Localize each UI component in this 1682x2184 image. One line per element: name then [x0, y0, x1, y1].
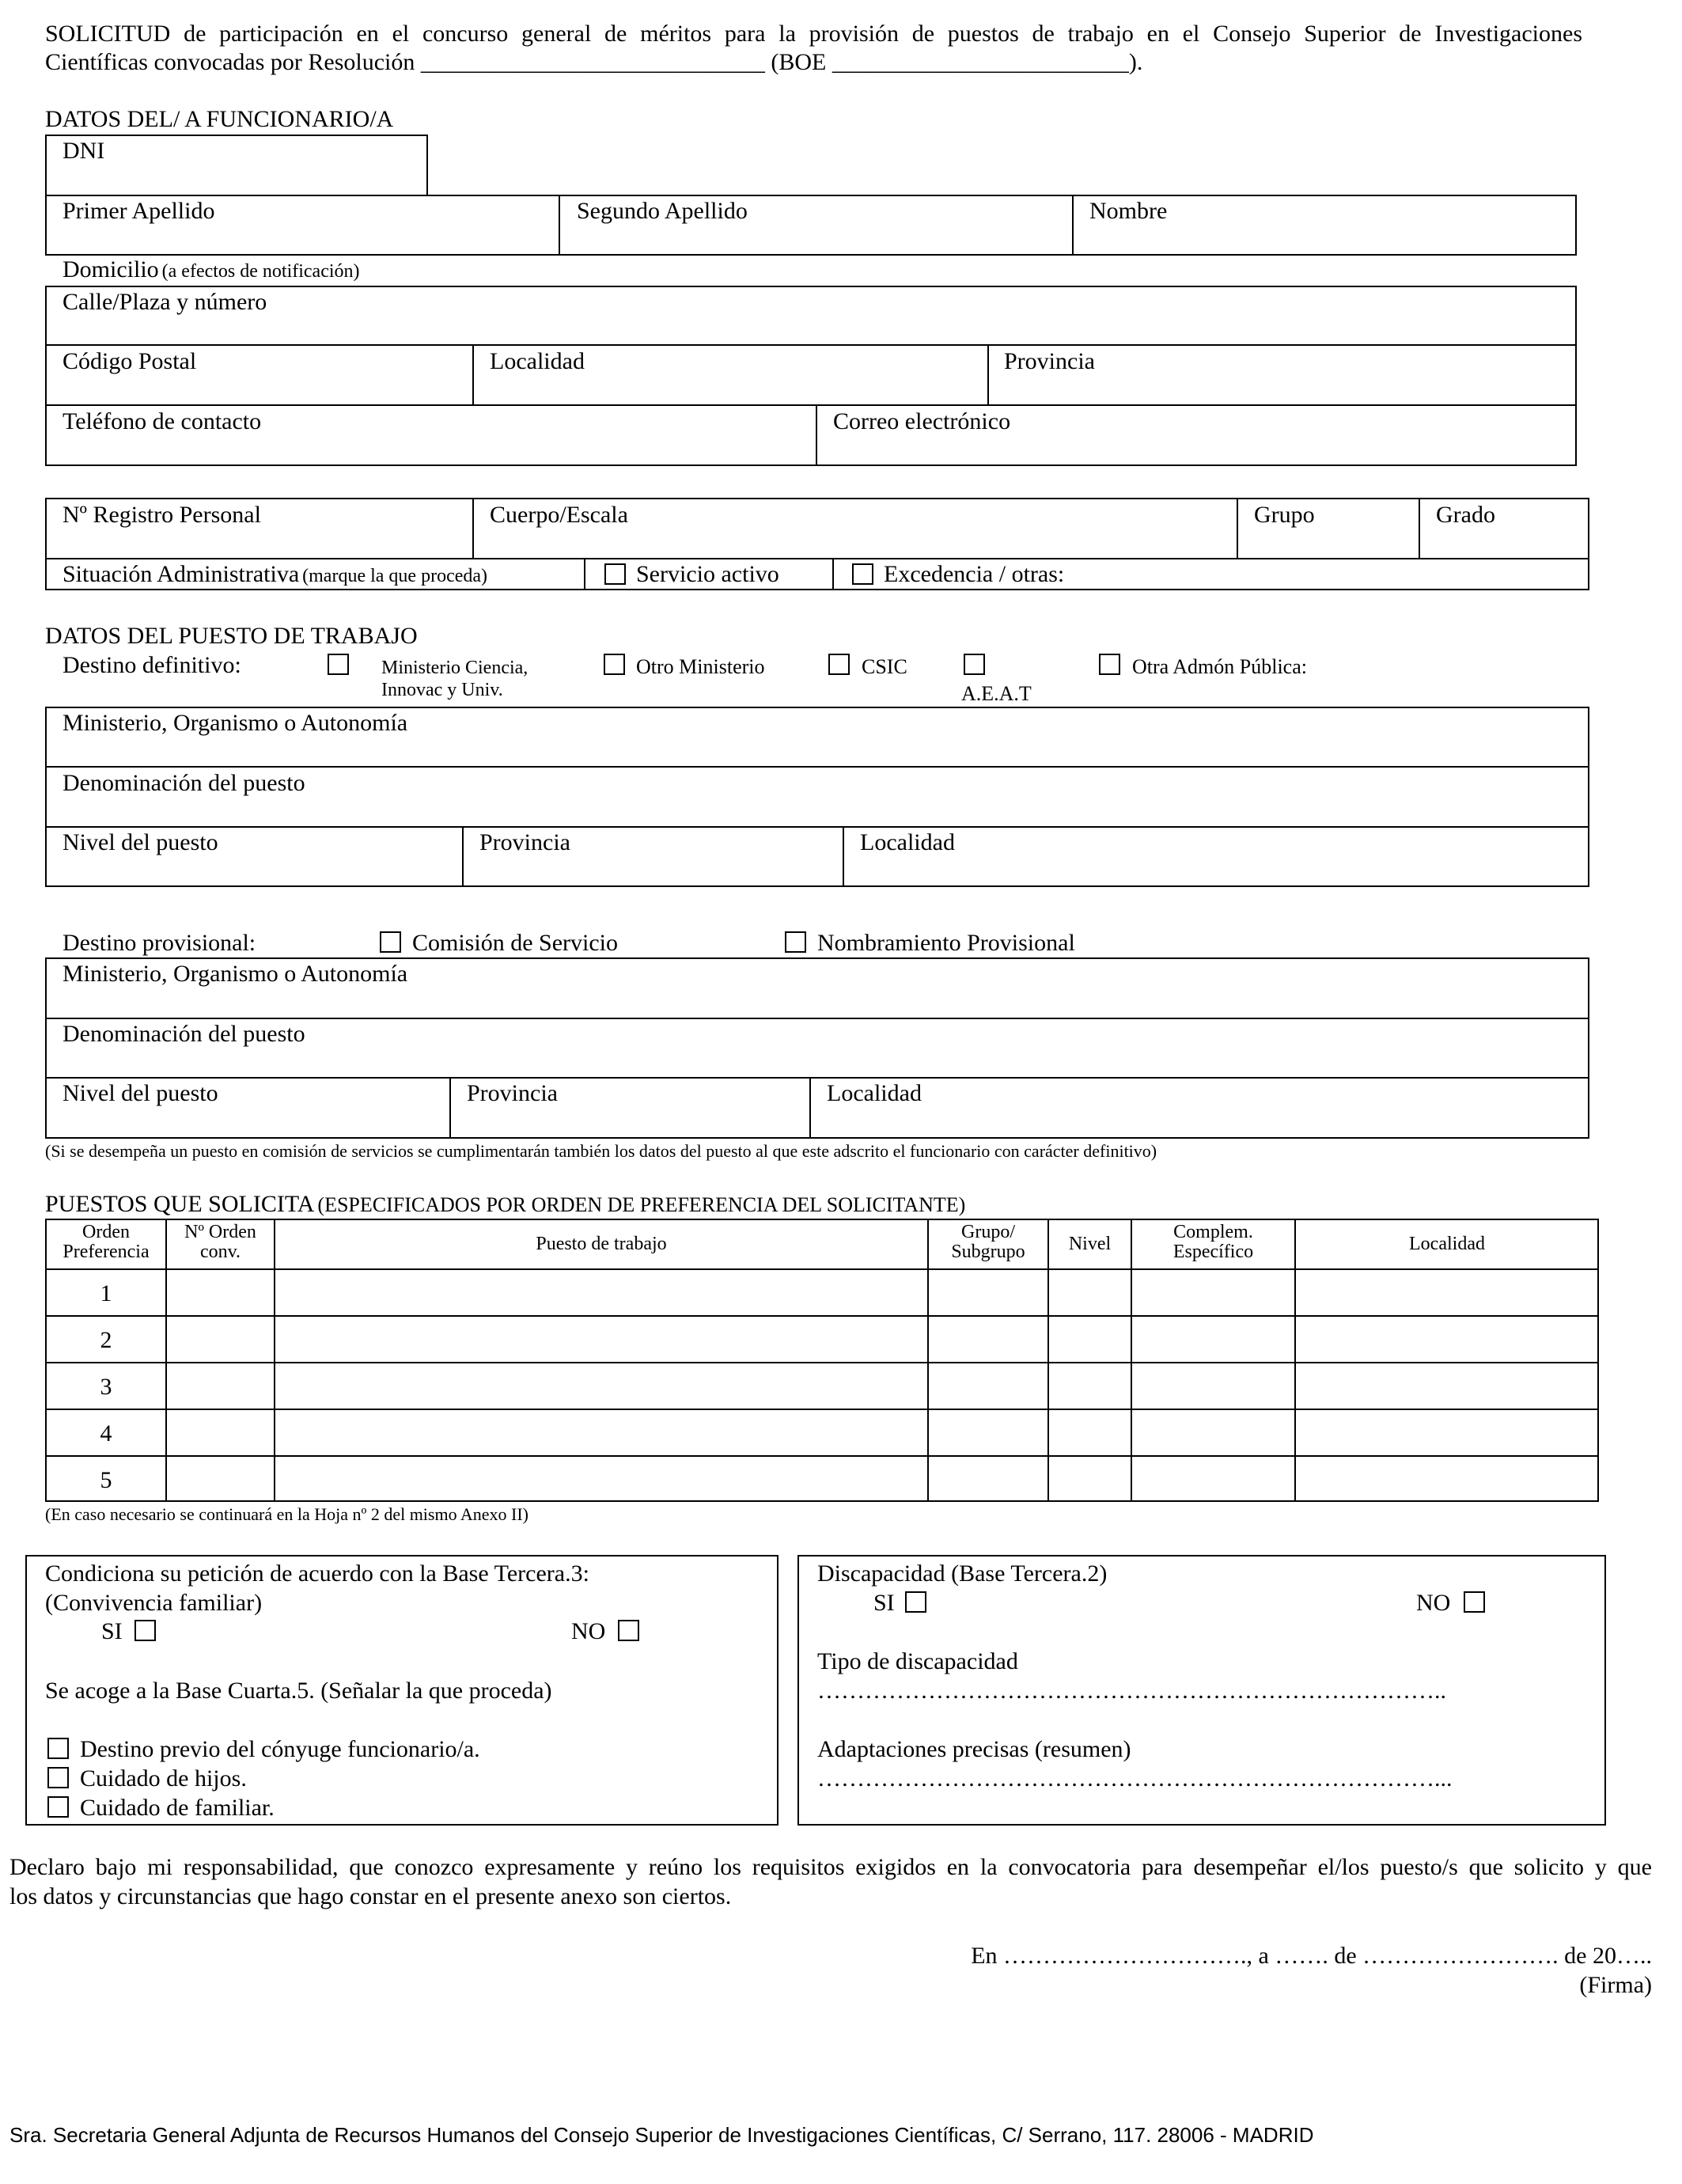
conyuge-label: Destino previo del cónyuge funcionario/a. — [80, 1736, 480, 1762]
discapacidad-no-checkbox[interactable] — [1464, 1591, 1485, 1613]
col-nivel-header: Nivel — [1068, 1234, 1112, 1254]
nombramiento-checkbox[interactable] — [785, 931, 806, 953]
intro-line-2: Científicas convocadas por Resolución _____________________________ (BOE _________________________). — [45, 49, 1143, 75]
footer-address: Sra. Secretaria General Adjunta de Recursos Humanos del Consejo Superior de Investigaciones Científicas, C/ Serrano, 117. 28006 - MADRID — [9, 2123, 1314, 2147]
tipo-discapacidad-label: Tipo de discapacidad — [817, 1648, 1018, 1674]
table-row-4-orden: 4 — [100, 1420, 112, 1447]
prov-denominacion-label: Denominación del puesto — [63, 1021, 305, 1047]
col-norden-line-1: Nº Orden — [184, 1222, 256, 1242]
condiciona-no-checkbox[interactable] — [618, 1620, 639, 1641]
lugar-fecha[interactable]: En …………………………., a ……. de ……………………. de 20….. — [971, 1943, 1652, 1969]
discapacidad-no-label: NO — [1416, 1590, 1451, 1616]
destino-provisional-label: Destino provisional: — [63, 930, 256, 956]
condiciona-si-label: SI — [101, 1618, 123, 1644]
solicita-table — [45, 1219, 1599, 1502]
destino-definitivo-label: Destino definitivo: — [63, 652, 241, 678]
familiar-label: Cuidado de familiar. — [80, 1795, 275, 1821]
col-localidad-header: Localidad — [1409, 1234, 1485, 1254]
telefono-label: Teléfono de contacto — [63, 408, 262, 434]
domicilio-note: (a efectos de notificación) — [161, 261, 360, 282]
calle-label: Calle/Plaza y número — [63, 289, 267, 315]
segundo-apellido-label: Segundo Apellido — [577, 198, 748, 224]
col-complem-line-1: Complem. — [1173, 1222, 1253, 1242]
condiciona-line-2: (Convivencia familiar) — [45, 1590, 263, 1616]
discapacidad-si-label: SI — [873, 1590, 895, 1616]
col-orden-line-2: Preferencia — [63, 1242, 150, 1263]
discapacidad-title: Discapacidad (Base Tercera.2) — [817, 1560, 1108, 1587]
aeat-label: A.E.A.T — [961, 682, 1032, 705]
grupo-label: Grupo — [1254, 502, 1315, 528]
puesto-heading: DATOS DEL PUESTO DE TRABAJO — [45, 623, 418, 649]
solicita-title-note: (ESPECIFICADOS POR ORDEN DE PREFERENCIA DEL SOLICITANTE) — [317, 1193, 966, 1216]
excedencia-checkbox[interactable] — [852, 563, 873, 585]
otra-admon-label: Otra Admón Pública: — [1132, 655, 1307, 678]
table-row-1-orden: 1 — [100, 1280, 112, 1306]
intro-line-1: SOLICITUD de participación en el concurso general de méritos para la provisión de puestos de trabajo en el Consejo Superior de Investigaciones — [45, 21, 1582, 47]
address-block — [45, 286, 1577, 466]
grado-label: Grado — [1436, 502, 1495, 528]
hijos-checkbox[interactable] — [47, 1767, 69, 1788]
table-row-3-orden: 3 — [100, 1374, 112, 1400]
adaptaciones-label: Adaptaciones precisas (resumen) — [817, 1736, 1131, 1762]
tipo-discapacidad-field[interactable]: …………………………………………………………………….. — [817, 1678, 1446, 1704]
def-denominacion-label: Denominación del puesto — [63, 770, 305, 796]
situacion-note: (marque la que proceda) — [302, 566, 488, 586]
def-nivel-label: Nivel del puesto — [63, 829, 218, 855]
funcionario-heading: DATOS DEL/ A FUNCIONARIO/A — [45, 106, 394, 132]
excedencia-label: Excedencia / otras: — [884, 561, 1065, 587]
col-grupo-line-2: Subgrupo — [951, 1242, 1025, 1263]
col-grupo-line-1: Grupo/ — [961, 1222, 1015, 1242]
prov-provincia-label: Provincia — [467, 1080, 558, 1106]
col-complem-header — [1132, 1223, 1294, 1262]
names-row — [45, 195, 1577, 256]
cuerpo-label: Cuerpo/Escala — [490, 502, 628, 528]
comision-checkbox[interactable] — [380, 931, 401, 953]
otra-admon-checkbox[interactable] — [1099, 654, 1120, 675]
col-puesto-header: Puesto de trabajo — [536, 1234, 667, 1254]
conyuge-checkbox[interactable] — [47, 1738, 69, 1759]
otro-ministerio-label: Otro Ministerio — [636, 655, 765, 678]
prov-localidad-label: Localidad — [827, 1080, 922, 1106]
familiar-checkbox[interactable] — [47, 1796, 69, 1818]
situacion-heading — [63, 563, 487, 586]
csic-label: CSIC — [862, 655, 907, 678]
col-norden-line-2: conv. — [199, 1242, 241, 1263]
servicio-activo-label: Servicio activo — [636, 561, 779, 587]
ministerio-ciencia-checkbox[interactable] — [328, 654, 349, 675]
dni-label: DNI — [63, 138, 105, 164]
domicilio-heading — [63, 258, 360, 282]
def-localidad-label: Localidad — [860, 829, 955, 855]
table-row-5-orden: 5 — [100, 1467, 112, 1493]
table-row-2-orden: 2 — [100, 1327, 112, 1353]
nombre-label: Nombre — [1089, 198, 1168, 224]
col-complem-line-2: Específico — [1172, 1242, 1254, 1263]
def-ministerio-label: Ministerio, Organismo o Autonomía — [63, 710, 408, 736]
prov-nivel-label: Nivel del puesto — [63, 1080, 218, 1106]
aeat-checkbox[interactable] — [964, 654, 985, 675]
comision-label: Comisión de Servicio — [412, 930, 618, 956]
hijos-label: Cuidado de hijos. — [80, 1765, 247, 1792]
localidad-label: Localidad — [490, 348, 585, 374]
col-orden-line-1: Orden — [82, 1222, 130, 1242]
col-orden-header — [47, 1223, 165, 1262]
ministerio-ciencia-label-2: Innovac y Univ. — [381, 680, 503, 700]
primer-apellido-label: Primer Apellido — [63, 198, 215, 224]
condiciona-si-checkbox[interactable] — [134, 1620, 156, 1641]
servicio-activo-checkbox[interactable] — [604, 563, 626, 585]
acoge-label: Se acoge a la Base Cuarta.5. (Señalar la que proceda) — [45, 1678, 552, 1704]
correo-label: Correo electrónico — [833, 408, 1011, 434]
codigo-postal-label: Código Postal — [63, 348, 197, 374]
domicilio-label: Domicilio — [63, 256, 159, 282]
col-grupo-header — [929, 1223, 1047, 1262]
solicita-heading — [45, 1192, 965, 1216]
declaracion-line-1: Declaro bajo mi responsabilidad, que conozco expresamente y reúno los requisitos exigidos en la convocatoria para desempeñar el/los puesto/s que solicito y que — [9, 1854, 1652, 1880]
col-norden-header — [167, 1223, 274, 1262]
puesto-note: (Si se desempeña un puesto en comisión de servicios se cumplimentarán también los datos del puesto al que este adscrito el funcionario con carácter definitivo) — [45, 1141, 1157, 1161]
csic-checkbox[interactable] — [828, 654, 850, 675]
provincia-label: Provincia — [1004, 348, 1095, 374]
adaptaciones-field[interactable]: ……………………………………………………………………... — [817, 1765, 1453, 1792]
situacion-label: Situación Administrativa — [63, 561, 300, 587]
declaracion-line-2: los datos y circunstancias que hago constar en el presente anexo son ciertos. — [9, 1883, 732, 1909]
condiciona-no-label: NO — [571, 1618, 606, 1644]
prov-ministerio-label: Ministerio, Organismo o Autonomía — [63, 961, 408, 987]
ministerio-ciencia-label-1: Ministerio Ciencia, — [381, 658, 528, 678]
firma-label: (Firma) — [1579, 1972, 1652, 1998]
discapacidad-si-checkbox[interactable] — [905, 1591, 926, 1613]
def-provincia-label: Provincia — [479, 829, 570, 855]
registro-label: Nº Registro Personal — [63, 502, 261, 528]
solicita-note: (En caso necesario se continuará en la Hoja nº 2 del mismo Anexo II) — [45, 1504, 529, 1524]
condiciona-line-1: Condiciona su petición de acuerdo con la Base Tercera.3: — [45, 1560, 589, 1587]
nombramiento-label: Nombramiento Provisional — [817, 930, 1075, 956]
solicita-title: PUESTOS QUE SOLICITA — [45, 1191, 315, 1217]
otro-ministerio-checkbox[interactable] — [604, 654, 625, 675]
